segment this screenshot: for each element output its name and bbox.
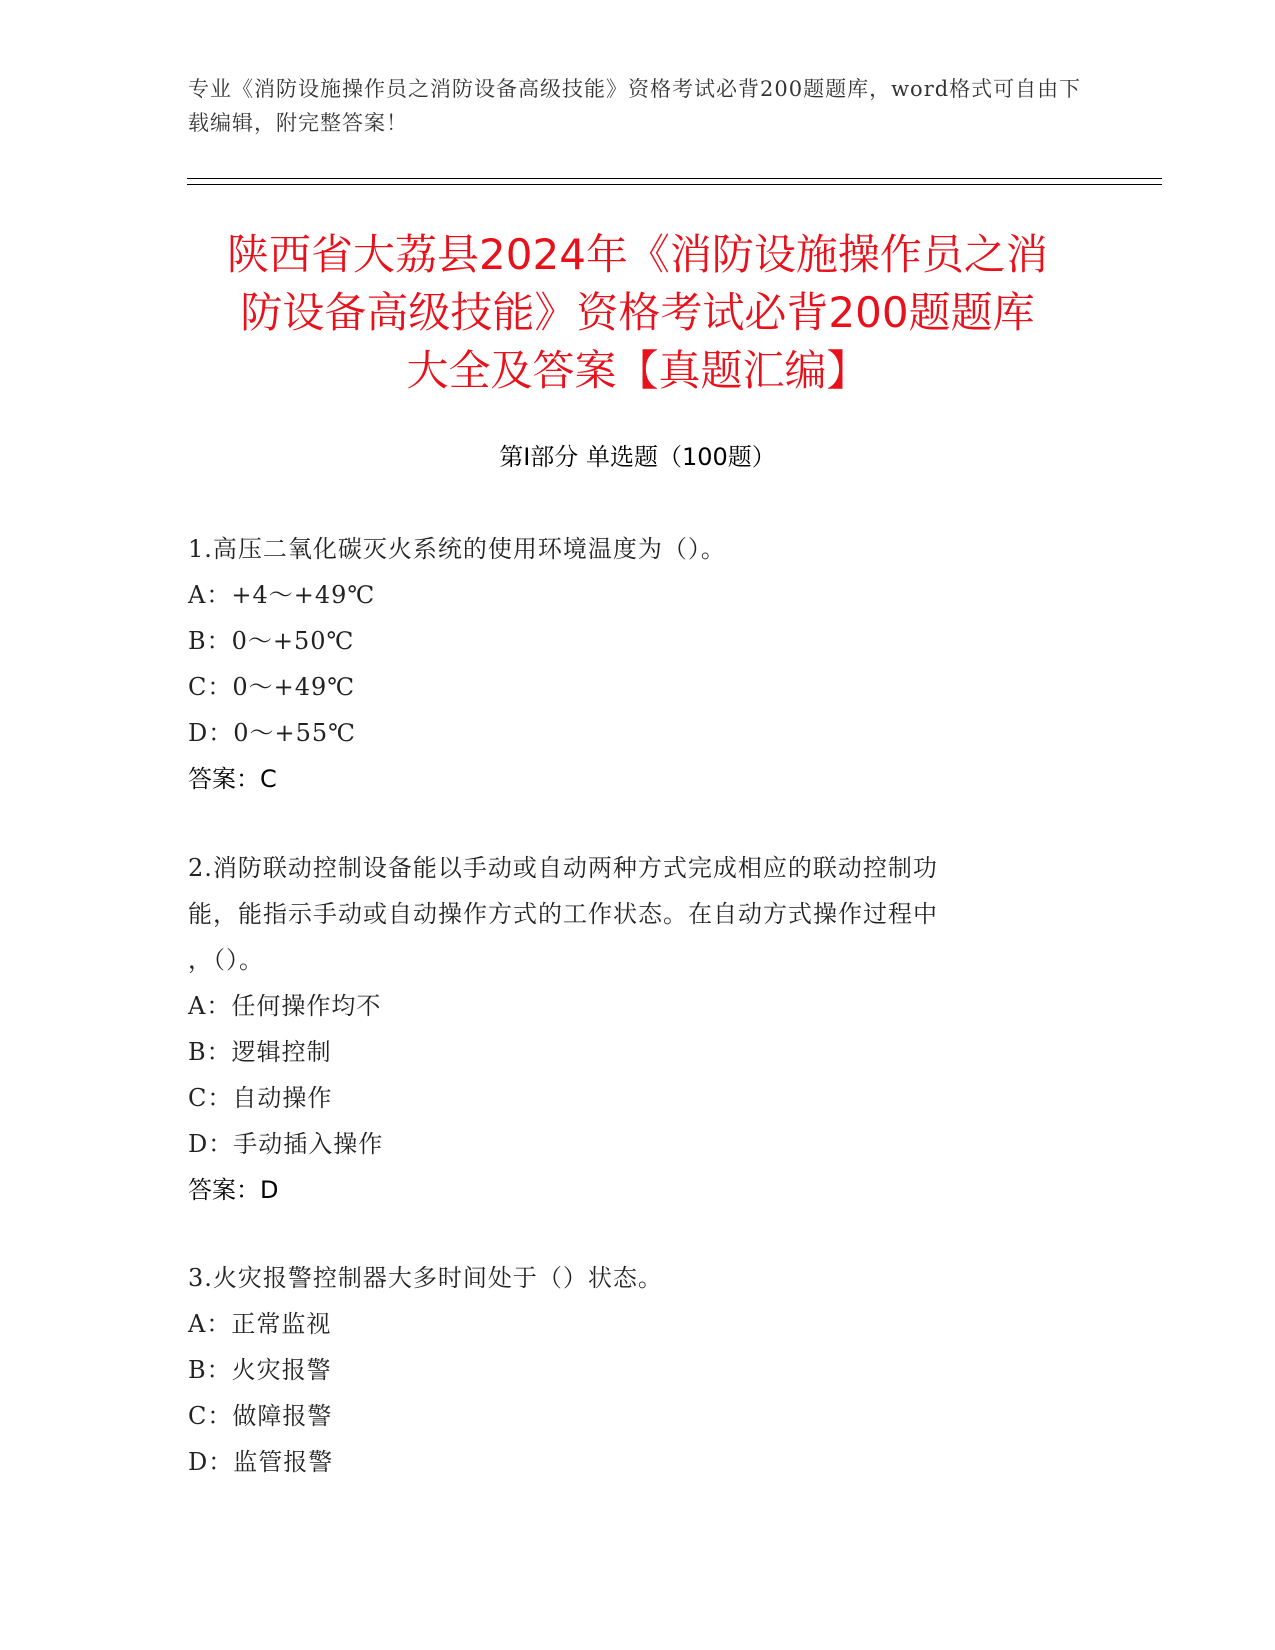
header-divider-top [187,178,1162,179]
option-a: A：任何操作均不 [188,992,382,1020]
question-2 [188,845,1068,1213]
answer: 答案：C [188,765,277,793]
question-stem: 3.火灾报警控制器大多时间处于（）状态。 [188,1264,663,1292]
title-line-3: 大全及答案【真题汇编】 [406,346,869,395]
question-3 [188,1255,1068,1485]
section-heading: 第I部分 单选题（100题） [499,443,776,471]
header-note: 专业《消防设施操作员之消防设备高级技能》资格考试必背200题题库，word格式可自由下载编辑，附完整答案！ [188,77,1082,135]
title-line-1: 陕西省大荔县2024年《消防设施操作员之消 [227,230,1048,279]
document-title [150,226,1125,400]
question-stem-line-2: 能，能指示手动或自动操作方式的工作状态。在自动方式操作过程中 [188,900,938,928]
option-b: B：火灾报警 [188,1356,332,1384]
option-a: A：+4～+49℃ [188,581,376,609]
option-d: D：手动插入操作 [188,1130,384,1158]
question-1 [188,526,1068,802]
option-a: A：正常监视 [188,1310,332,1338]
option-b: B：逻辑控制 [188,1038,332,1066]
option-d: D：0～+55℃ [188,719,357,747]
question-stem: 1.高压二氧化碳灭火系统的使用环境温度为（）。 [188,535,726,563]
answer: 答案：D [188,1176,279,1204]
option-b: B：0～+50℃ [188,627,355,655]
option-c: C：做障报警 [188,1402,333,1430]
title-line-2: 防设备高级技能》资格考试必背200题题库 [240,288,1035,337]
option-d: D：监管报警 [188,1448,334,1476]
option-c: C：0～+49℃ [188,673,356,701]
header-divider-bottom [187,184,1162,185]
question-stem-line-3: ，（）。 [188,946,264,974]
option-c: C：自动操作 [188,1084,333,1112]
question-stem-line-1: 2.消防联动控制设备能以手动或自动两种方式完成相应的联动控制功 [188,854,938,882]
